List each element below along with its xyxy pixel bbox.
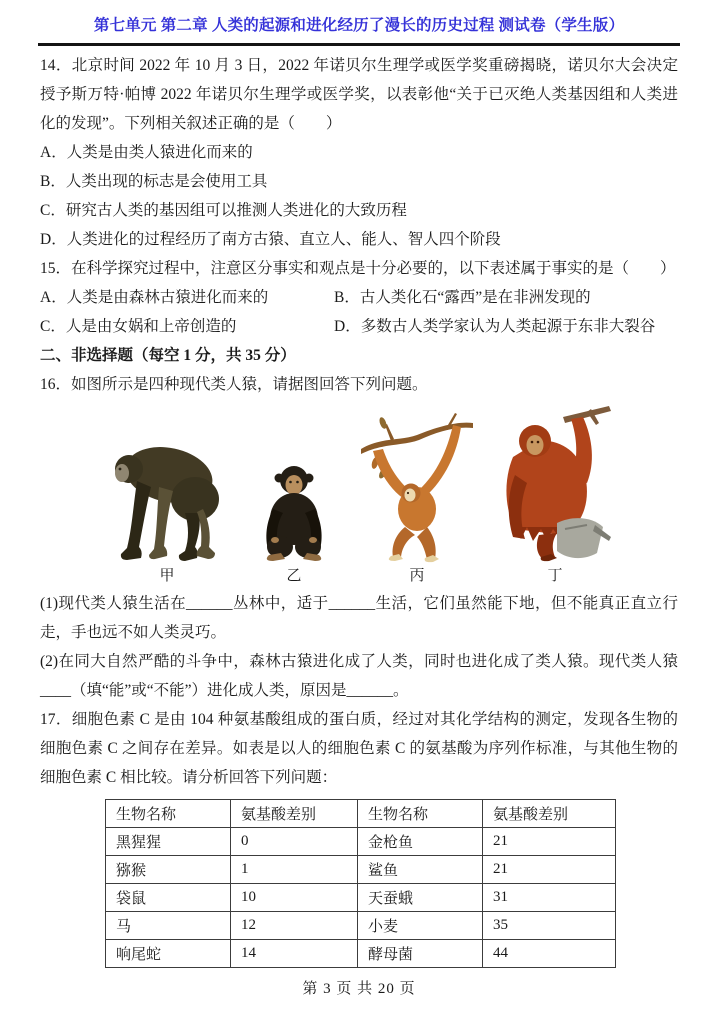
ape-label-bing: 丙 [409,567,425,584]
table-cell: 金枪鱼 [358,827,483,855]
q16-stem: 16．如图所示是四种现代类人猿，请据图回答下列问题。 [40,375,428,393]
table-row [106,855,616,883]
table-cell: 12 [231,911,358,939]
q14-option-b: B．人类出现的标志是会使用工具 [40,172,268,190]
ape-jia [107,423,227,585]
col-header: 生物名称 [358,799,483,827]
table-row [106,911,616,939]
q16-sub2: (2)在同大自然严酷的斗争中，森林古猿进化成了人类，同时也进化成了类人猿。现代类人猿____（填“能”或“不能”）进化成人类，原因是______。 [40,652,678,699]
col-header: 生物名称 [106,799,231,827]
q16-sub1: (1)现代类人猿生活在______丛林中，适于______生活，它们虽然能下地，但不能真正直立行走，手也远不如人类灵巧。 [40,594,678,641]
table-cell: 黑猩猩 [106,827,231,855]
section-2-heading: 二、非选择题（每空 1 分，共 35 分） [40,346,296,364]
ape-label-yi: 乙 [286,567,302,584]
q15-option-b: B．古人类化石“露西”是在非洲发现的 [334,288,591,306]
table-cell: 35 [483,911,616,939]
q15-stem: 15．在科学探究过程中，注意区分事实和观点是十分必要的，以下表述属于事实的是（ ） [40,259,676,277]
page-number: 第 3 页 共 20 页 [302,981,416,997]
table-cell: 21 [483,827,616,855]
q14-option-c: C．研究古人类的基因组可以推测人类进化的大致历程 [40,201,407,219]
table-cell: 0 [231,827,358,855]
table-cell: 10 [231,883,358,911]
table-cell: 袋鼠 [106,883,231,911]
apes-figure [40,405,678,585]
table-row [106,827,616,855]
table-cell: 酵母菌 [358,939,483,967]
q15-option-a: A．人类是由森林古猿进化而来的 [40,288,269,306]
table-cell: 14 [231,939,358,967]
q17-stem: 17．细胞色素 C 是由 104 种氨基酸组成的蛋白质，经过对其化学结构的测定，发现各生物的细胞色素 C 之间存在差异。如表是以人的细胞色素 C 的氨基酸为序列作标准，与其他生物的细胞色素 C 相比较。请分析回答下列问题： [40,710,678,786]
table-cell: 31 [483,883,616,911]
table-cell: 响尾蛇 [106,939,231,967]
ape-label-jia: 甲 [159,567,175,584]
q15-options [40,283,678,341]
ape-bing [361,407,473,585]
table-cell: 天蚕蛾 [358,883,483,911]
orangutan-illustration [499,405,611,563]
ape-yi [253,461,335,585]
table-cell: 猕猴 [106,855,231,883]
gorilla-illustration [107,423,227,563]
q14-option-d: D．人类进化的过程经历了南方古猿、直立人、能人、智人四个阶段 [40,230,501,248]
cytochrome-table [105,799,616,968]
q14-option-a: A．人类是由类人猿进化而来的 [40,143,253,161]
page-title: 第七单元 第二章 人类的起源和进化经历了漫长的历史过程 测试卷（学生版） [93,17,625,34]
table-cell: 21 [483,855,616,883]
q14-stem: 14．北京时间 2022 年 10 月 3 日，2022 年诺贝尔生理学或医学奖重磅揭晓，诺贝尔大会决定授予斯万特·帕博 2022 年诺贝尔生理学或医学奖，以表彰他“关于已灭绝人类基因组和人类进化的发现”。下列相关叙述正确的是（ ） [40,56,678,132]
gibbon-illustration [361,407,473,563]
document-body [0,46,718,968]
table-row [106,939,616,967]
col-header: 氨基酸差别 [231,799,358,827]
table-row [106,883,616,911]
q15-option-d: D．多数古人类学家认为人类起源于东非大裂谷 [334,317,656,335]
table-cell: 马 [106,911,231,939]
table-cell: 44 [483,939,616,967]
q15-option-c: C．人是由女娲和上帝创造的 [40,317,237,335]
chimpanzee-illustration [253,461,335,563]
table-cell: 鲨鱼 [358,855,483,883]
col-header: 氨基酸差别 [483,799,616,827]
table-cell: 小麦 [358,911,483,939]
table-header-row [106,799,616,827]
ape-label-ding: 丁 [547,567,563,584]
ape-ding [499,405,611,585]
table-cell: 1 [231,855,358,883]
